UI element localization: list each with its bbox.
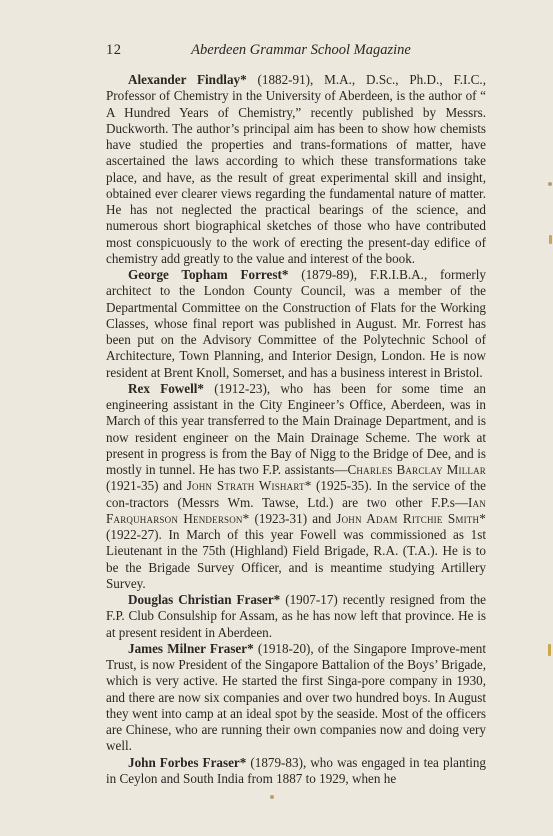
paper-blemish [548,182,552,186]
entry-text: (1879-89), F.R.I.B.A., formerly architect to the London County Council, was a member of the Departmental Committee on the Construction of Flats for the Working Classes, whose final report was published in August. Mr. Forrest has been put on the Advisory Committee of the Polytechnic School of Architecture, Town Planning, and Interior Design, London. He is now resident at Brent Knoll, Somerset, and has a business interest in Bristol. [106,267,487,380]
entry-text: (1922-27). In March of this year Fowell was commissioned as 1st Lieutenant in the 75th (Highland) Field Brigade, R.A. (T.A.). He is to be the Brigade Survey Officer, and is meantime studying Artillery Survey. [106,527,486,591]
journal-title: Aberdeen Grammar School Magazine [191,42,411,58]
page-number: 12 [106,42,122,58]
entry-text: (1923-31) and [249,510,337,526]
entry-text: (1907-17) recently resigned from the F.P. Club Consulship for Assam, as he has now left that province. He is at present resident in Aberdeen. [106,592,486,640]
entry-name: Alexander Findlay* [128,72,247,87]
entry-name: John Forbes Fraser* [128,754,247,770]
person-name-small-caps: John Strath Wishart* [186,478,312,494]
paper-blemish [549,235,552,244]
entry-fowell [106,381,486,592]
entry-text: (1882-91), M.A., D.Sc., Ph.D., F.I.C., Professor of Chemistry in the University of Aberdeen, is the author of “ A Hundred Years of Chemistry,” recently published by Messrs. Duckworth. The author’s principal aim has been to show how chemists have studied the properties and trans-formations of matter, have ascertained the laws according to which these transformations take place, and have, as the result of great experimental skill and insight, obtained ever clearer views regarding the fundamental nature of matter. He has not neglected the practical bearings of the science, and numerous short biographical sketches of those who have contributed most conspicuously to the work of erecting the present-day edifice of chemistry add greatly to the value and interest of the book. [106,72,486,266]
entry-james-fraser [106,641,486,755]
running-head [106,42,486,62]
entry-text: (1918-20), of the Singapore Improve-ment Trust, is now President of the Singapore Battalion of the Boys’ Brigade, which is very active. He started the first Singa-pore company in 1930, and there are now six companies and over two hundred boys. In August they went into camp at an ideal spot by the seaside. Most of the officers are Chinese, who are running their own companies now and doing very well. [106,640,486,754]
paper-blemish [270,795,274,799]
person-name-small-caps: John Adam Ritchie Smith* [336,510,486,526]
entry-findlay [106,72,486,267]
person-name-small-caps: Charles Barclay Millar [347,462,486,477]
entry-douglas-fraser [106,592,486,641]
entry-text: (1921-35) and [106,478,187,494]
entry-text: (1925-35). In the service of the con-tractors (Messrs Wm. Tawse, Ltd.) are two other F.P.s— [106,478,486,510]
entry-john-fraser [106,755,486,788]
entry-name: Douglas Christian Fraser* [128,592,281,607]
entry-name: George Topham Forrest* [128,267,289,282]
entry-name: Rex Fowell* [128,380,204,396]
entry-text: (1912-23), who has been for some time an engineering assistant in the City Engineer’s Office, Aberdeen, was in March of this year transferred to the Main Drainage Department, and is now resident engineer on the Main Drainage Scheme. The work at present in progress is from the Bay of Nigg to the Bridge of Dee, and is mostly in tunnel. He has two F.P. assistants— [106,380,486,477]
entry-forrest [106,267,486,381]
entry-name: James Milner Fraser* [128,640,254,656]
paper-blemish [548,644,551,656]
article-body [106,72,486,787]
person-name-small-caps: Ian Farquharson Henderson* [106,494,486,526]
entry-text: (1879-83), who was engaged in tea planting in Ceylon and South India from 1887 to 1929, when he [106,754,487,786]
